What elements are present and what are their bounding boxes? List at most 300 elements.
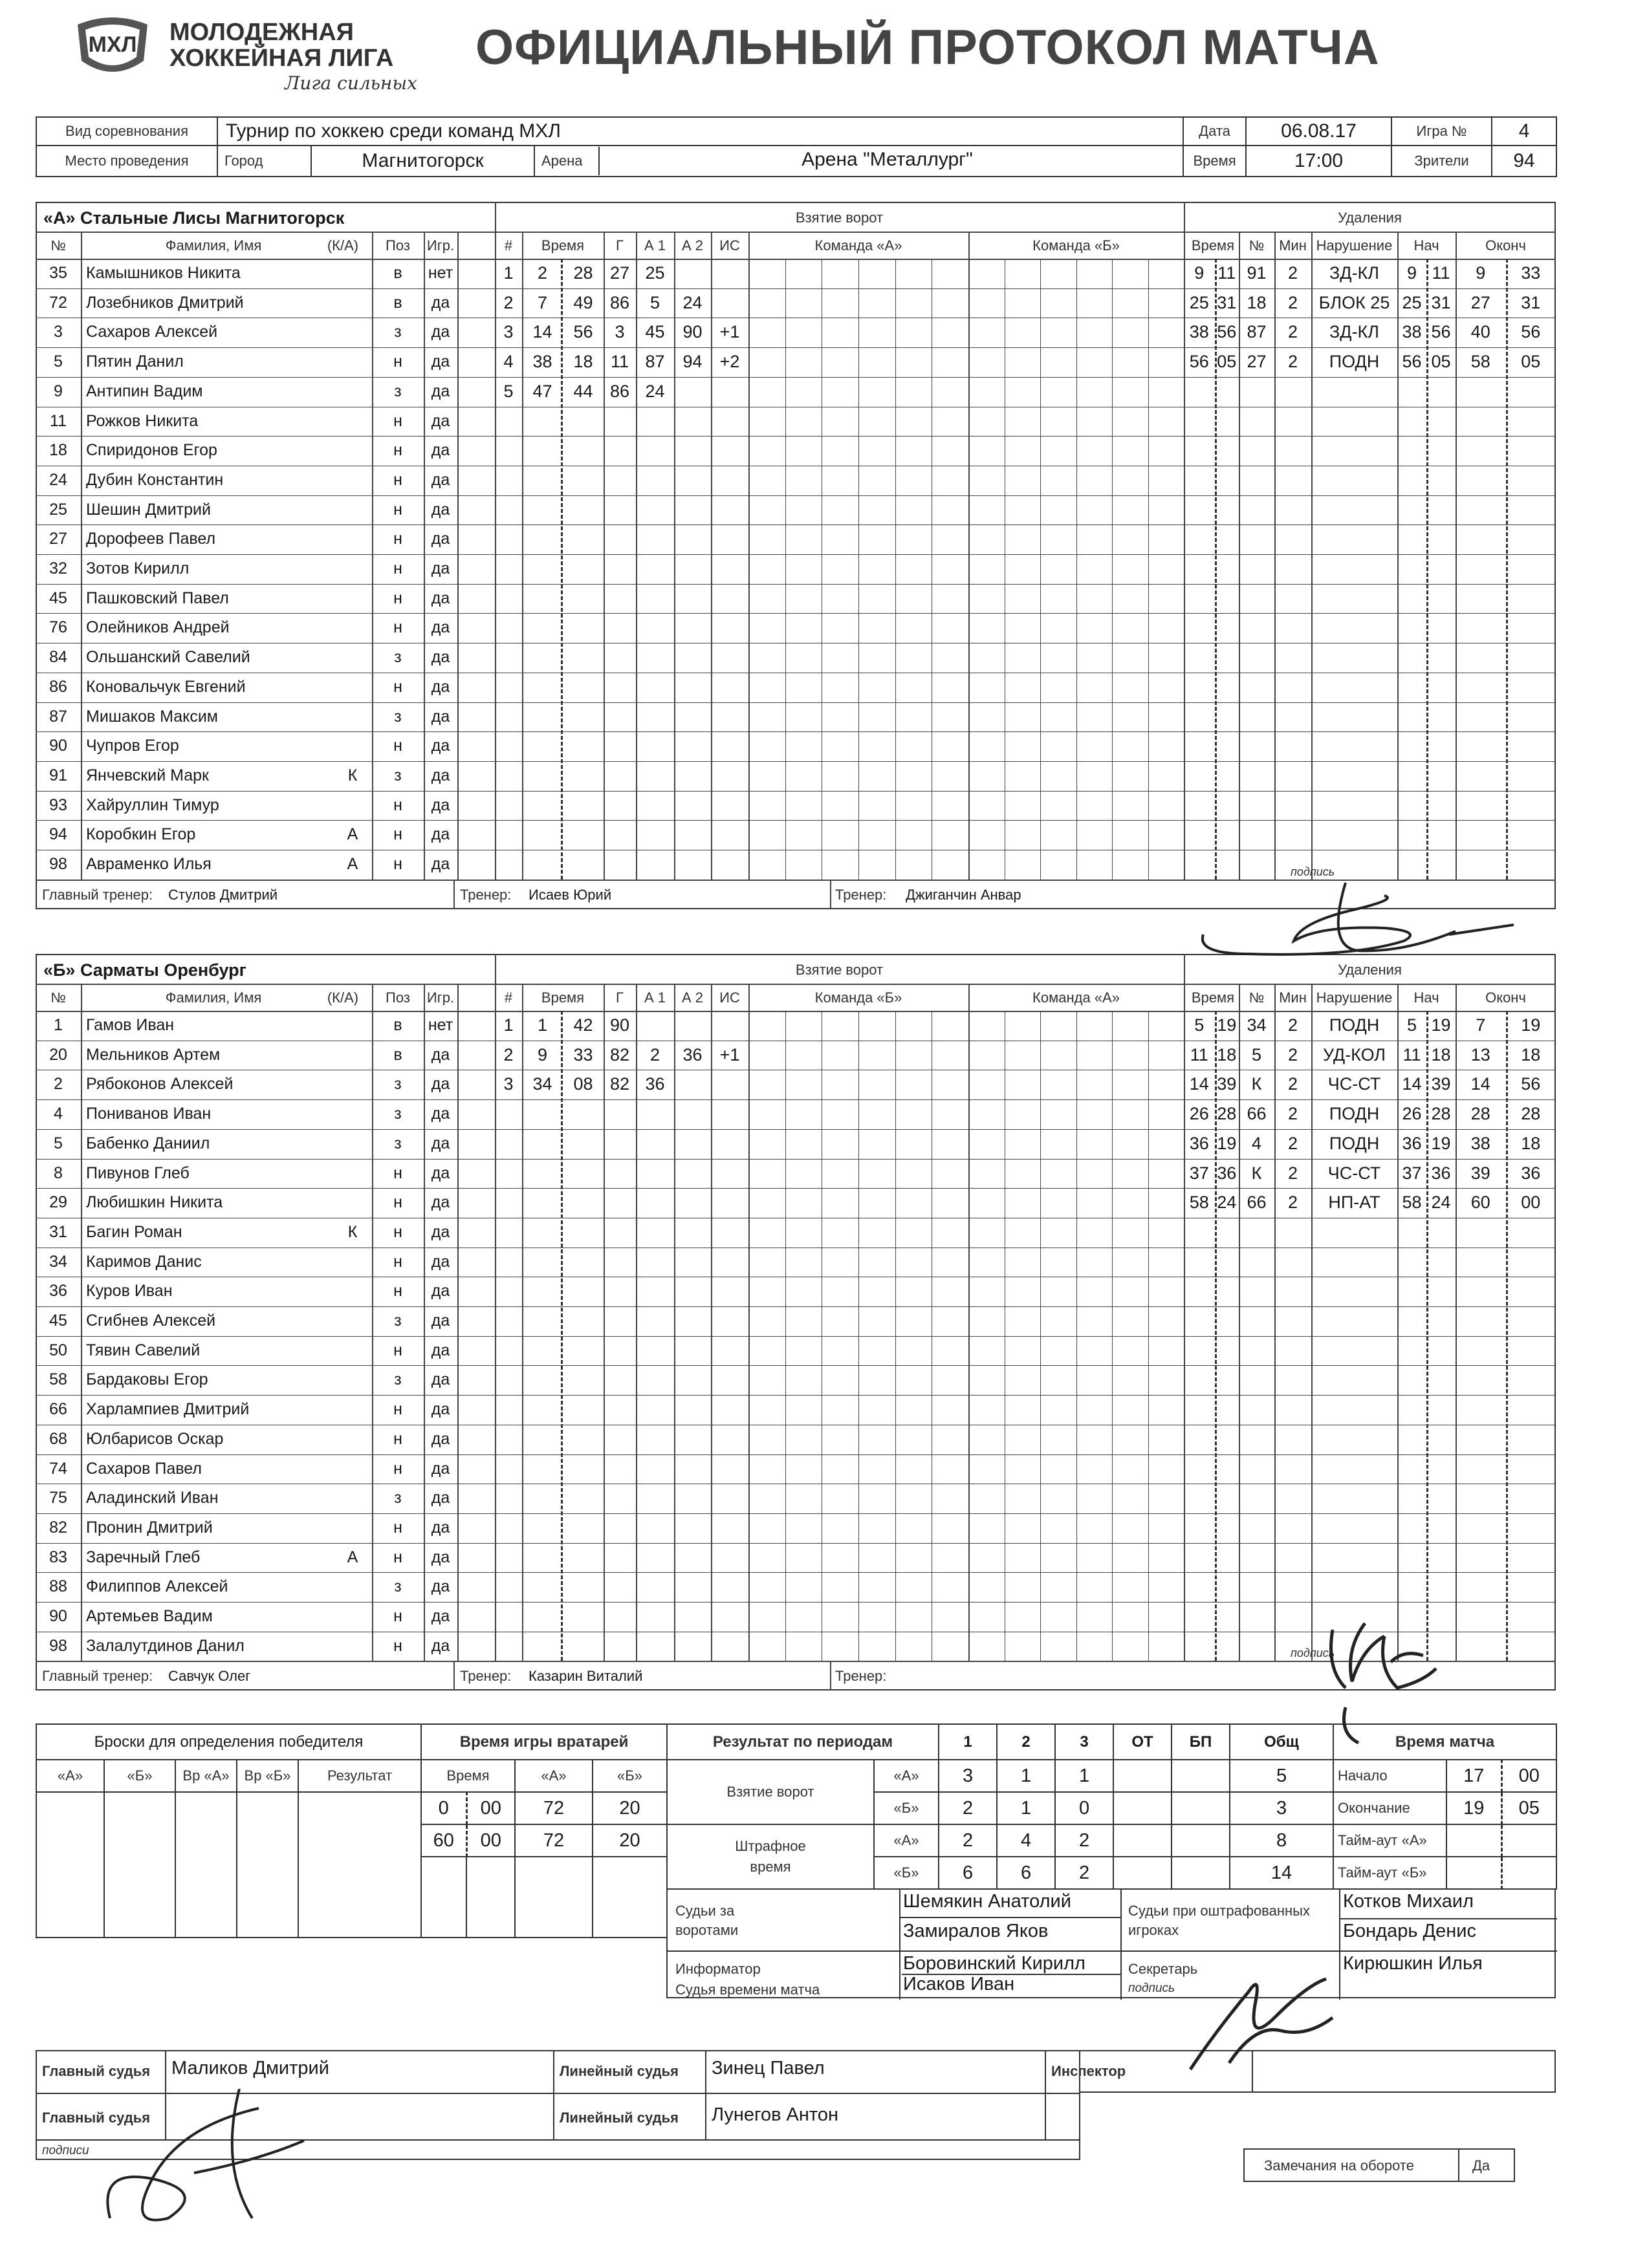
col-num: № [50,237,66,254]
match-time-title: Время матча [1333,1724,1556,1760]
player-number: 35 [49,264,67,282]
goal-minute: 34 [532,1074,552,1094]
goal-assist-1: 45 [645,322,665,342]
goals-a-ot [1113,1760,1172,1792]
penalty-start-minute: 5 [1406,1015,1417,1035]
goal-scorer: 86 [609,292,630,312]
player-name: Багин Роман [86,1222,182,1241]
player-position: з [394,648,402,667]
goal-scorer: 11 [610,352,629,372]
goal-minute: 14 [532,322,552,342]
goal-second: 28 [573,263,593,283]
penalty-minutes: 2 [1287,1193,1298,1213]
col-pen-num: № [1249,989,1265,1006]
player-position: з [394,323,402,341]
col-goal-num: # [504,237,513,254]
trainer-label: Тренер: [460,1668,512,1685]
pim-b-p3: 2 [1055,1857,1113,1889]
penalty-minute: 58 [1189,1193,1209,1213]
penalty-second: 19 [1217,1015,1237,1035]
penalty-end-second: 31 [1521,292,1541,312]
penalty-end-second: 19 [1521,1015,1541,1035]
player-played: да [431,323,450,341]
penalty-end-second: 28 [1521,1104,1541,1124]
player-number: 90 [49,1607,67,1625]
total-header: Общ [1230,1724,1333,1760]
player-position: н [393,1341,402,1359]
player-number: 88 [49,1577,67,1596]
goalie-b-number: 20 [593,1824,667,1857]
penalty-minutes: 2 [1287,263,1298,283]
league-name-line2: ХОККЕЙНАЯ ЛИГА [169,45,394,72]
player-position: н [393,1429,402,1448]
shootout-cell [175,1792,237,1938]
player-position: н [393,1282,402,1301]
player-played: да [431,648,450,667]
penalty-end-minute: 14 [1470,1074,1490,1094]
goalie-time-ss: 00 [466,1792,515,1824]
col-played: Игр. [426,237,455,254]
player-role: А [347,825,358,844]
goal-number: 5 [503,381,514,401]
penalty-infraction: ПОДН [1329,1133,1380,1153]
goal-scorer: 90 [609,1015,630,1035]
penalty-end-minute: 60 [1470,1193,1490,1213]
linesman-label-2: Линейный судья [560,2110,679,2126]
start-mm: 17 [1446,1760,1501,1792]
competition-label: Вид соревнования [36,117,217,146]
player-position: н [393,1636,402,1655]
player-played: да [431,1489,450,1507]
signature-secretary [1177,1953,1346,2082]
trainer-label: Тренер: [460,886,512,903]
player-position: н [393,559,402,578]
col-goal-a2: А 2 [681,237,704,254]
logo-text: МХЛ [88,32,137,57]
match-info-table [36,116,1557,177]
head-coach-name: Савчук Олег [168,1668,251,1685]
period-3-header: 3 [1055,1724,1113,1760]
player-played: да [431,411,450,430]
end-mm: 19 [1446,1792,1501,1824]
signature-team-a [1190,870,1527,967]
penalty-second: 19 [1217,1133,1237,1153]
col-pos: Поз [386,989,410,1006]
col-goal-is: ИС [719,237,740,254]
penalty-start-second: 19 [1431,1133,1451,1153]
penbox-judge-1: Котков Михаил [1343,1891,1474,1912]
penalty-start-second: 56 [1431,322,1451,342]
col-goal-a1: А 1 [644,237,666,254]
player-number: 50 [49,1341,67,1359]
player-name: Зотов Кирилл [86,559,190,578]
player-position: н [393,1518,402,1537]
penalty-second: 05 [1217,352,1237,372]
shootout-cell [298,1792,421,1938]
head-coach-label: Главный тренер: [42,1668,153,1685]
goal-judges-label: Судьи за воротами [675,1903,739,1938]
player-number: 5 [54,352,63,371]
player-played: да [431,737,450,755]
player-played: да [431,1400,450,1419]
penalty-minutes: 2 [1287,352,1298,372]
penalty-player: 34 [1247,1015,1267,1035]
goalie-b-number: 20 [593,1792,667,1824]
penalty-end-second: 56 [1521,1074,1541,1094]
remarks-value: Да [1472,2157,1490,2174]
player-position: н [393,737,402,755]
player-played: нет [428,264,453,282]
goal-assist-2: 90 [682,322,703,342]
player-number: 45 [49,589,67,607]
penalty-player: К [1251,1163,1262,1183]
player-role: А [347,1548,358,1566]
player-position: н [393,618,402,637]
player-position: н [393,441,402,460]
penalty-player: 4 [1251,1133,1262,1153]
player-number: 31 [49,1222,67,1241]
goal-assist-1: 2 [649,1044,660,1064]
goal-second: 08 [573,1074,593,1094]
goalie-time-col-b: «Б» [593,1760,667,1792]
player-played: да [431,1607,450,1625]
player-position: н [393,1193,402,1212]
goals-b-p1: 2 [939,1792,997,1824]
col-pen-end: Оконч [1485,237,1526,254]
penalty-start-second: 05 [1431,352,1451,372]
shootout-header: БП [1172,1724,1230,1760]
player-played: нет [428,1016,453,1034]
player-number: 8 [54,1163,63,1182]
penalty-start-second: 18 [1431,1044,1451,1064]
pim-a-total: 8 [1230,1824,1333,1857]
col-pen-start: Нач [1413,237,1439,254]
player-role: А [347,855,358,873]
penalty-start-minute: 9 [1406,263,1417,283]
player-name: Сахаров Алексей [86,323,218,341]
player-name: Мельников Артем [86,1045,221,1064]
remarks-label: Замечания на обороте [1264,2157,1414,2174]
player-number: 83 [49,1548,67,1566]
penalty-infraction: ЧС-СТ [1327,1163,1381,1183]
inspector-label: Инспектор [1051,2063,1126,2079]
col-goal-is: ИС [719,989,740,1006]
competition-value: Турнир по хоккею среди команд МХЛ [217,117,1183,146]
goal-situation: +1 [719,1044,740,1064]
team-b-section [36,954,1556,1704]
player-played: да [431,1282,450,1301]
player-position: н [393,825,402,844]
goal-second: 56 [573,322,593,342]
city-value: Магнитогорск [311,146,534,177]
player-position: н [393,352,402,371]
goals-b-p3: 0 [1055,1792,1113,1824]
player-played: да [431,352,450,371]
col-name: Фамилия, Имя [165,237,262,254]
player-played: да [431,559,450,578]
player-name: Пронин Дмитрий [86,1518,213,1537]
penalty-second: 31 [1217,292,1237,312]
player-name: Коновальчук Евгений [86,677,246,696]
penalty-infraction: ПОДН [1329,1104,1380,1124]
player-name: Шешин Дмитрий [86,500,211,519]
player-played: да [431,1193,450,1212]
timeout-a-label: Тайм-аут «А» [1333,1824,1446,1857]
player-position: з [394,1577,402,1596]
signature-team-b [1307,1610,1449,1746]
player-number: 87 [49,707,67,726]
player-name: Тявин Савелий [86,1341,201,1359]
penalty-infraction: НП-АТ [1328,1193,1380,1213]
penalty-start-second: 28 [1431,1104,1451,1124]
player-name: Дорофеев Павел [86,530,216,548]
penalty-minute: 26 [1189,1104,1209,1124]
goal-minute: 38 [532,352,552,372]
penalty-minute: 9 [1194,263,1205,283]
penalty-start-minute: 25 [1402,292,1422,312]
spectators-label: Зрители [1391,146,1492,177]
penalty-end-minute: 40 [1470,322,1490,342]
arena-label: Арена [535,147,600,175]
player-played: да [431,677,450,696]
game-label: Игра № [1391,117,1492,146]
penalty-start-second: 19 [1431,1015,1451,1035]
goalie-a-number: 72 [515,1792,593,1824]
goal-scorer: 82 [609,1074,630,1094]
start-ss: 00 [1501,1760,1556,1792]
player-name: Юлбарисов Оскар [86,1429,224,1448]
penalty-minutes: 2 [1287,1044,1298,1064]
player-played: да [431,1577,450,1596]
col-grid-team-1: Команда «Б» [814,989,902,1006]
goalie-time-col-a: «А» [515,1760,593,1792]
penalty-second: 11 [1217,263,1236,283]
col-goal-scorer: Г [616,989,624,1006]
penalty-second: 36 [1217,1163,1237,1183]
player-name: Бардаковы Егор [86,1370,208,1389]
player-position: н [393,1163,402,1182]
team-b-label: «Б» [874,1792,939,1824]
player-played: да [431,1312,450,1330]
officials-block [666,1888,1556,1998]
col-pen-num: № [1249,237,1265,254]
goal-scorer: 82 [609,1044,630,1064]
penalty-end-minute: 39 [1470,1163,1490,1183]
goal-assist-1: 24 [645,381,665,401]
penalty-end-second: 05 [1521,352,1541,372]
penalty-infraction: БЛОК 25 [1318,292,1390,312]
pim-a-p1: 2 [939,1824,997,1857]
game-value: 4 [1492,117,1556,146]
player-name: Рябоконов Алексей [86,1075,234,1094]
player-number: 86 [49,677,67,696]
player-number: 25 [49,500,67,519]
goal-assist-2: 94 [682,352,703,372]
goal-number: 4 [503,352,514,372]
pim-a-p3: 2 [1055,1824,1113,1857]
penalty-end-minute: 7 [1476,1015,1486,1035]
start-label: Начало [1333,1760,1446,1792]
player-name: Каримов Данис [86,1252,202,1271]
end-label: Окончание [1333,1792,1446,1824]
player-played: да [431,618,450,637]
penalty-start-second: 31 [1431,292,1451,312]
league-logo [71,13,154,83]
goal-judge-1: Шемякин Анатолий [903,1891,1071,1912]
player-played: да [431,1341,450,1359]
linesman-2: Лунегов Антон [712,2104,838,2125]
penalty-second: 28 [1217,1104,1237,1124]
goal-assist-1: 5 [649,292,660,312]
player-position: н [393,470,402,489]
player-position: н [393,500,402,519]
venue-label: Место проведения [36,146,217,177]
pim-b-bp [1172,1857,1230,1889]
player-number: 27 [49,530,67,548]
shootout-table [36,1723,422,1938]
goals-b-total: 3 [1230,1792,1333,1824]
player-name: Артемьев Вадим [86,1607,213,1625]
player-position: в [393,1016,402,1034]
player-number: 84 [49,648,67,667]
penalty-start-minute: 58 [1402,1193,1422,1213]
penalty-minute: 56 [1189,352,1209,372]
penalty-start-minute: 37 [1402,1163,1422,1183]
goals-a-p2: 1 [997,1760,1055,1792]
player-position: н [393,855,402,873]
col-ka: (К/А) [327,989,359,1006]
player-number: 76 [49,618,67,637]
match-time-table [1333,1723,1557,1890]
player-played: да [431,293,450,312]
goalie-a-number: 72 [515,1824,593,1857]
goal-number: 3 [503,322,514,342]
player-number: 90 [49,737,67,755]
player-position: н [393,411,402,430]
player-name: Аладинский Иван [86,1489,219,1507]
player-position: н [393,1222,402,1241]
player-role: К [347,766,358,784]
penalty-end-minute: 9 [1476,263,1486,283]
player-name: Олейников Андрей [86,618,230,637]
penalty-player: 5 [1251,1044,1262,1064]
shootout-col-b: «Б» [104,1760,175,1792]
shootout-col-vrb: Вр «Б» [237,1760,298,1792]
date-label: Дата [1183,117,1246,146]
player-position: в [393,293,402,312]
goals-section-title: Взятие ворот [795,210,884,226]
player-name: Ольшанский Савелий [86,648,250,667]
col-pen-infraction: Нарушение [1316,989,1393,1006]
player-name: Хайруллин Тимур [86,795,219,814]
timeout-b-label: Тайм-аут «Б» [1333,1857,1446,1889]
penalty-second: 24 [1217,1193,1237,1213]
penalty-minutes: 2 [1287,1104,1298,1124]
penalty-minute: 5 [1194,1015,1205,1035]
player-number: 4 [54,1105,63,1123]
player-position: н [393,530,402,548]
penalty-end-second: 36 [1521,1163,1541,1183]
trainer-2-name: Джиганчин Анвар [906,886,1021,903]
trainer-label-2: Тренер: [835,1668,887,1685]
player-played: да [431,1459,450,1478]
pim-b-p1: 6 [939,1857,997,1889]
goalie-time-col-time: Время [421,1760,515,1792]
goal-number: 1 [503,1015,514,1035]
goal-minute: 2 [537,263,548,283]
penalty-infraction: ПОДН [1329,1015,1380,1035]
player-position: н [393,589,402,607]
col-pen-end: Оконч [1485,989,1526,1006]
penalty-infraction: ЗД-КЛ [1329,263,1380,283]
secretary-sign-label: подпись [1128,1982,1175,1995]
player-number: 82 [49,1518,67,1537]
player-name: Пониванов Иван [86,1105,212,1123]
player-name: Залалутдинов Данил [86,1636,245,1655]
penalty-minute: 37 [1189,1163,1209,1183]
goal-minute: 7 [537,292,548,312]
penalty-minutes: 2 [1287,1163,1298,1183]
overtime-header: ОТ [1113,1724,1172,1760]
player-number: 75 [49,1489,67,1507]
signatures-label: подписи [42,2144,89,2157]
team-title: «Б» Сарматы Оренбург [43,960,246,980]
penbox-judges-label: Судьи при оштрафованных игроках [1128,1903,1310,1938]
end-ss: 05 [1501,1792,1556,1824]
penalty-minutes: 2 [1287,292,1298,312]
player-name: Мишаков Максим [86,707,218,726]
player-played: да [431,382,450,400]
penalty-start-second: 39 [1431,1074,1451,1094]
col-pen-min: Мин [1279,237,1307,254]
goal-assist-1: 25 [645,263,665,283]
team-title: «А» Стальные Лисы Магнитогорск [43,208,345,228]
penalty-player: 27 [1247,352,1267,372]
penalty-start-second: 36 [1431,1163,1451,1183]
team-b-label: «Б» [874,1857,939,1889]
goal-situation: +1 [719,322,740,342]
shootout-col-result: Результат [298,1760,421,1792]
main-referee-label: Главный судья [42,2063,151,2079]
penalty-minute: 25 [1189,292,1209,312]
sign-label: подпись [1291,865,1335,878]
penalty-end-second: 18 [1521,1133,1541,1153]
penalty-minutes: 2 [1287,1015,1298,1035]
player-number: 2 [54,1075,63,1094]
player-played: да [431,1075,450,1094]
team-a-label: «А» [874,1760,939,1792]
player-name: Куров Иван [86,1282,173,1301]
timekeeper-label: Судья времени матча [675,1982,820,1998]
linesman-label: Линейный судья [560,2063,679,2079]
penalty-start-minute: 14 [1402,1074,1422,1094]
col-pen-time: Время [1191,237,1235,254]
goal-assist-1: 87 [645,352,665,372]
penalty-player: 66 [1247,1193,1267,1213]
col-ka: (К/А) [327,237,359,254]
col-grid-team-2: Команда «Б» [1032,237,1120,254]
penalty-second: 56 [1217,322,1237,342]
player-position: з [394,1075,402,1094]
player-name: Антипин Вадим [86,382,203,400]
player-number: 93 [49,795,67,814]
pim-b-total: 14 [1230,1857,1333,1889]
player-number: 32 [49,559,67,578]
player-position: з [394,1370,402,1389]
penalty-end-minute: 28 [1470,1104,1490,1124]
col-num: № [50,989,66,1006]
player-number: 9 [54,382,63,400]
